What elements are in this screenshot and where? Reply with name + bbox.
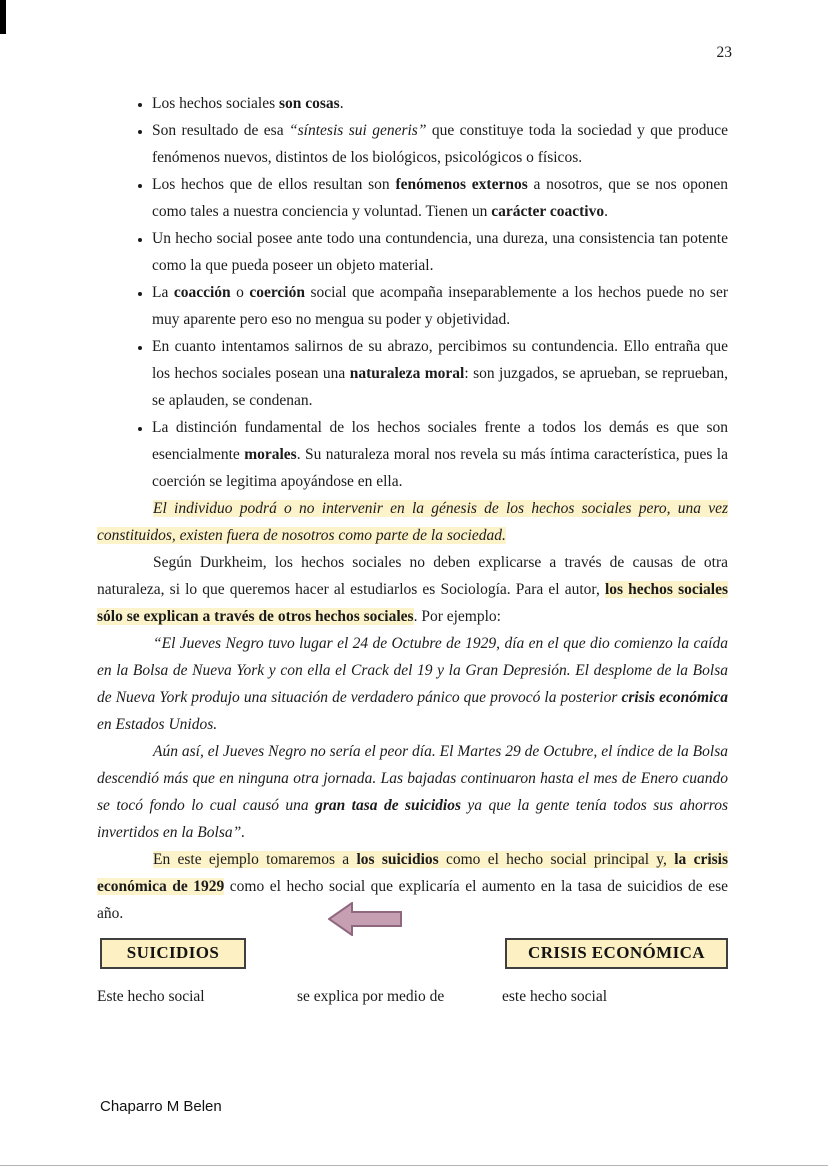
bullet-item (152, 333, 728, 414)
text-segment: naturaleza moral (349, 365, 465, 382)
text-segment: “El Jueves Negro tuvo lugar el 24 de Octubre de 1929, día en el que dio comienzo la caída en la Bolsa de Nueva York y con ella el Crack del 19 y la Gran Depresión. El desplome de la Bolsa de Nueva York produjo una situación de verdadero pánico que provocó la posterior (97, 635, 728, 706)
text-segment: “síntesis sui generis” (289, 122, 427, 139)
bullet-item (152, 414, 728, 495)
bullet-item (152, 225, 728, 279)
left-arrow-icon (328, 902, 402, 936)
text-segment: coerción (249, 284, 305, 301)
scan-artifact (0, 0, 6, 34)
paragraph (97, 630, 728, 738)
text-segment: son cosas (278, 95, 340, 112)
text-segment: . (339, 95, 344, 112)
text-segment: En cuanto intentamos salirnos de su abrazo, percibimos su contundencia. Ello entraña que los hechos sociales posean una (152, 338, 728, 382)
text-segment: o (230, 284, 250, 301)
author-footer: Chaparro M Belen (100, 1098, 222, 1115)
text-segment: El individuo podrá o no intervenir en la génesis de los hechos sociales pero, una vez constituidos, existen fuera de nosotros como parte de la sociedad. (97, 500, 728, 544)
paragraph (97, 738, 728, 846)
text-segment: : son juzgados, se aprueban, se reprueban, se aplauden, se condenan. (152, 365, 728, 409)
text-segment: crisis económica (621, 689, 728, 706)
center-caption: se explica por medio de (297, 988, 445, 1005)
text-segment: coacción (173, 284, 231, 301)
text-segment: a nosotros, que se nos oponen como tales a nuestra conciencia y voluntad. Tienen un (152, 176, 728, 220)
text-segment: Los hechos que de ellos resultan son (152, 176, 396, 193)
text-segment: en Estados Unidos. (97, 716, 218, 733)
text-segment: como el hecho social principal y, (438, 851, 675, 868)
text-segment: fenómenos externos (395, 176, 528, 193)
paragraph (97, 549, 728, 630)
suicidios-box: SUICIDIOS (100, 938, 246, 969)
text-segment: En este ejemplo tomaremos a (153, 851, 357, 868)
bullet-item (152, 279, 728, 333)
bullet-list (97, 90, 728, 495)
page-number: 23 (716, 44, 732, 61)
bullet-item (152, 171, 728, 225)
scan-edge-line (0, 1165, 828, 1166)
right-caption: este hecho social (502, 988, 608, 1005)
text-segment: . Su naturaleza moral nos revela su más íntima característica, pues la coerción se legitima apoyándose en ella. (152, 446, 728, 490)
bullet-item (152, 90, 728, 117)
text-segment: . Por ejemplo: (413, 608, 501, 625)
text-segment: La distinción fundamental de los hechos sociales frente a todos los demás es que son esencialmente (152, 419, 728, 463)
text-segment: los hechos sociales sólo se explican a través de otros hechos sociales (97, 581, 728, 625)
text-segment: la crisis económica de 1929 (97, 851, 729, 895)
text-segment: La (152, 284, 174, 301)
left-caption: Este hecho social (97, 988, 205, 1005)
text-segment: Los hechos sociales (152, 95, 279, 112)
document-body (97, 90, 728, 927)
text-segment: como el hecho social que explicaría el aumento en la tasa de suicidios de ese año. (97, 878, 728, 922)
text-segment: Un hecho social posee ante todo una contundencia, una dureza, una consistencia tan potente como la que pueda poseer un objeto material. (152, 230, 728, 274)
text-segment: los suicidios (356, 851, 439, 868)
text-segment: carácter coactivo (491, 203, 605, 220)
explanation-diagram (0, 900, 828, 1030)
text-segment: que constituye toda la sociedad y que produce fenómenos nuevos, distintos de los biológicos, psicológicos o físicos. (152, 122, 728, 166)
text-segment: Son resultado de esa (152, 122, 290, 139)
text-segment: Aún así, el Jueves Negro no sería el peor día. El Martes 29 de Octubre, el índice de la Bolsa descendió más que en ninguna otra jornada. Las bajadas continuaron hasta el mes de Enero cuando se tocó fondo lo cual causó una (97, 743, 728, 814)
text-segment: Según Durkheim, los hechos sociales no deben explicarse a través de causas de otra naturaleza, si lo que queremos hacer al estudiarlos es Sociología. Para el autor, (97, 554, 728, 598)
crisis-economica-box: CRISIS ECONÓMICA (505, 938, 728, 969)
paragraph (97, 495, 728, 549)
text-segment: ya que la gente tenía todos sus ahorros invertidos en la Bolsa”. (97, 797, 729, 841)
text-segment: . (604, 203, 608, 220)
text-segment: social que acompaña inseparablemente a los hechos puede no ser muy aparente pero eso no mengua su poder y objetividad. (152, 284, 728, 328)
bullet-item (152, 117, 728, 171)
text-segment: gran tasa de suicidios (315, 797, 461, 814)
text-segment: morales (244, 446, 297, 463)
